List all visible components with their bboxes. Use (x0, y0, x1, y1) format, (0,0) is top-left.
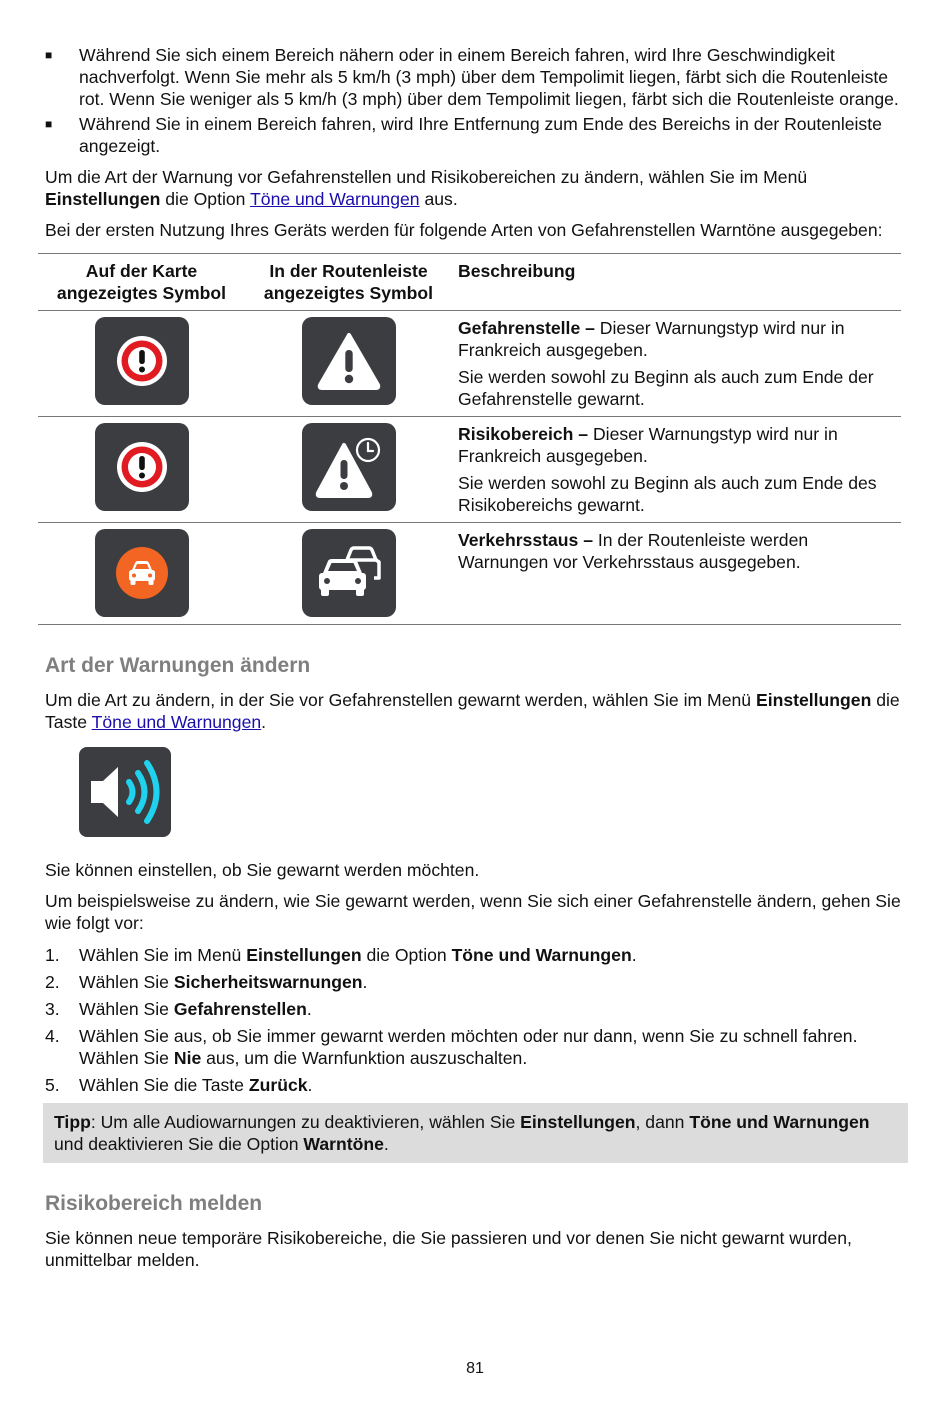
row-description: Gefahrenstelle – Dieser Warnungstyp wird nur in Frankreich ausgegeben. (458, 318, 845, 360)
paragraph-change-type: Um die Art zu ändern, in der Sie vor Gefahrenstellen gewarnt werden, wählen Sie im Menü Einstellungen die Taste Töne und Warnungen. (45, 690, 900, 732)
row-description-extra: Sie werden sowohl zu Beginn als auch zum Ende der Gefahrenstelle gewarnt. (458, 367, 874, 409)
traffic-jam-cars-icon (302, 529, 396, 617)
danger-exclamation-icon (95, 423, 189, 511)
bullet-text: Während Sie in einem Bereich fahren, wird Ihre Entfernung zum Ende des Bereichs in der Routenleiste angezeigt. (79, 114, 882, 156)
section-heading: Art der Warnungen ändern (45, 654, 311, 677)
list-item (45, 113, 910, 157)
paragraph-first-use: Bei der ersten Nutzung Ihres Geräts werden für folgende Arten von Gefahrenstellen Warntöne ausgegeben: (45, 220, 883, 240)
section-heading: Risikobereich melden (45, 1192, 263, 1215)
table-header-routebar-symbol: In der Routenleiste angezeigtes Symbol (245, 254, 452, 311)
symbol-table (38, 253, 901, 625)
paragraph-example: Um beispielsweise zu ändern, wie Sie gewarnt werden, wenn Sie sich einer Gefahrenstelle ändern, gehen Sie wie folgt vor: (45, 891, 901, 933)
paragraph-choose: Sie können einstellen, ob Sie gewarnt werden möchten. (45, 860, 480, 880)
table-header-map-symbol: Auf der Karte angezeigtes Symbol (38, 254, 245, 311)
row-description: Verkehrsstaus – In der Routenleiste werden Warnungen vor Verkehrsstaus ausgegeben. (458, 530, 809, 572)
bullet-list (45, 44, 910, 157)
table-row (38, 311, 901, 417)
link-toene-und-warnungen[interactable]: Töne und Warnungen (250, 189, 420, 209)
danger-exclamation-icon (95, 317, 189, 405)
table-row (38, 417, 901, 523)
row-description: Risikobereich – Dieser Warnungstyp wird nur in Frankreich ausgegeben. (458, 424, 838, 466)
list-item: 3. Wählen Sie Gefahrenstellen. (45, 999, 312, 1019)
list-item (45, 44, 910, 110)
table-row (38, 523, 901, 625)
traffic-jam-car-icon (95, 529, 189, 617)
bullet-square-icon: ■ (45, 48, 53, 62)
sound-warnings-icon (79, 747, 171, 837)
list-item: 2. Wählen Sie Sicherheitswarnungen. (45, 972, 368, 992)
paragraph-change-warning: Um die Art der Warnung vor Gefahrenstellen und Risikobereichen zu ändern, wählen Sie im Menü Einstellungen die Option Töne und Warnungen aus. (45, 167, 808, 209)
row-description-extra: Sie werden sowohl zu Beginn als auch zum Ende des Risikobereichs gewarnt. (458, 473, 877, 515)
list-item: 4. Wählen Sie aus, ob Sie immer gewarnt werden möchten oder nur dann, wenn Sie zu schnell fahren. Wählen Sie Nie aus, um die Warnfunktion auszuschalten. (45, 1026, 858, 1068)
warning-triangle-clock-icon (302, 423, 396, 511)
bullet-text: Während Sie sich einem Bereich nähern oder in einem Bereich fahren, wird Ihre Geschwindigkeit nachverfolgt. Wenn Sie mehr als 5 km/h (3 mph) über dem Tempolimit liegen, färbt sich die Routenleiste rot. Wenn Sie weniger als 5 km/h (3 mph) über dem Tempolimit liegen, färbt sich die Routenleiste orange. (79, 45, 899, 109)
list-item: 5. Wählen Sie die Taste Zurück. (45, 1075, 313, 1095)
page-number: 81 (466, 1360, 484, 1377)
paragraph-report-risk: Sie können neue temporäre Risikobereiche, die Sie passieren und vor denen Sie nicht gewarnt wurden, unmittelbar melden. (45, 1228, 852, 1270)
warning-triangle-icon (302, 317, 396, 405)
table-header-description: Beschreibung (452, 254, 901, 311)
list-item: 1. Wählen Sie im Menü Einstellungen die Option Töne und Warnungen. (45, 945, 637, 965)
document-page (45, 44, 910, 1271)
bullet-square-icon: ■ (45, 117, 53, 131)
link-toene-und-warnungen[interactable]: Töne und Warnungen (91, 712, 262, 732)
tip-box: Tipp: Um alle Audiowarnungen zu deaktivieren, wählen Sie Einstellungen, dann Töne und Warnungen und deaktivieren Sie die Option Warntöne. (43, 1103, 908, 1163)
steps-list (45, 944, 910, 1096)
